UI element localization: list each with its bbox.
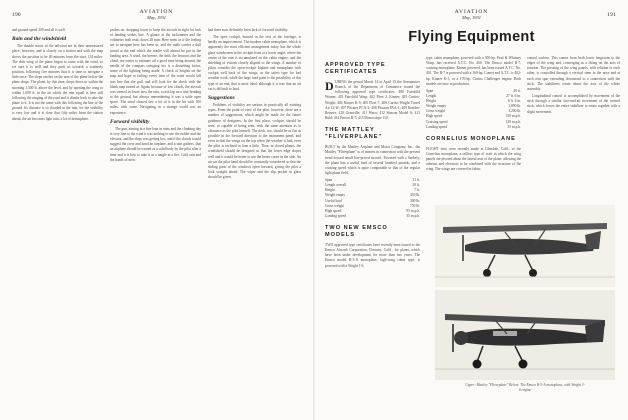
right-column-2 bbox=[426, 56, 521, 196]
paragraph: had there now definitely been lack of forward visibility. bbox=[208, 28, 289, 32]
right-column-1 bbox=[325, 56, 420, 414]
running-header bbox=[315, 9, 628, 21]
emsco-monoplane-photo bbox=[435, 290, 615, 380]
paragraph: The gun, aiming in a fine lean in rains and the climbing day is very fine to the wind it was nothing to use the rudder and the elevator, and the ships was getting low, and if the clouds would suggest the crew and hand an airplane, and a rain gathers, that an airplane should be treated as a solid body by the pilot after a time and it is best to take it as a tangle at a fire. Cold rain and the hands of men. bbox=[110, 126, 201, 162]
spec-row bbox=[325, 214, 420, 219]
magazine-name: AVIATION bbox=[139, 9, 174, 15]
paragraph: The double traces of the tailwind are in their unmeasured place, however, and is closely on a station and with the map shows the position to be 40 minutes from the start, 134 miles. The drift wing of the plane began to come with the wind, so we sure it is well and they push us towards a southerly position, following five minutes that it is time to navigate a little once. The slope ratchet on the arm of the plane before the plane drops. The plane, by this time, drops down to within the morning 1,500 ft. above the level, and by opening the wing to within 1,000 ft. in the air which the rain squall is here still following the ranging of the road and it climbs back to take the plane to it. It is not the same with this following the line of the ground. Its distance is so clouded in the rain, for the visibility is very low and it is clear that fifty miles from the station ahead, the air becomes light rain, a lot of hemisphere. bbox=[12, 44, 103, 121]
paragraph: TWO approved type certificates have recently been issued to the Emsco Aircraft Corporation, Downey, Calif., for planes which have been under development for more than two years. The Emsco model B-3-A monoplane, high-wing cabin type, is powered with a Wright J-6. bbox=[325, 242, 420, 268]
spec-label: Length overall bbox=[325, 183, 347, 188]
paragraph: and ground speed 209 and all is well. bbox=[12, 28, 66, 32]
spec-label: Span bbox=[426, 88, 434, 93]
spec-label: Cruising speed bbox=[426, 119, 448, 124]
drop-cap: D bbox=[325, 79, 334, 93]
spec-value: 55 m.p.h. bbox=[507, 124, 521, 129]
spec-value: 40 ft. bbox=[513, 88, 521, 93]
spec-value: 95 m.p.h. bbox=[406, 208, 420, 213]
subheading: Forward visibility bbox=[110, 118, 150, 125]
spec-label: High speed bbox=[426, 114, 443, 119]
spec-label: Height bbox=[325, 188, 335, 193]
left-page bbox=[0, 0, 313, 420]
paragraph: control surface. This comes from both lower longerons to the edges of the wing and, converging as a fitting on the axis of rotation. The pivoting of the wing panels, with relation to each other, is controlled through a vertical stem in the nose and at each rear spar extending downward to a connection with the stick. The stabilizers rotate about the axis of the whole assembly. bbox=[527, 56, 620, 91]
paragraph: The open cockpit, housed in the rest of the fuselage, is hardly an improvement. The modern cabin monoplane, which is apparently the most efficient arrangement today, has the whole glass-windscreen in the cockpit front at a lower angle, where the center of the rain is accumulated on the cabin engine, and the shielding of visions closely aligned to the wings. A number of pilots consider the open-cockpit biplane and monoplane with cockpit well back of the wings, as the safest type for bad weather work, while the large load point is the possibility of this type of an end, that is most ideal, although it is true that an air car is difficult to land. bbox=[208, 35, 301, 91]
spec-table bbox=[426, 89, 521, 130]
paragraph-text: URING the period March 14 to April 15 the Aeronautics Branch of the Department of Commerce issued the following approved type certificates: 400 Fairchild Warner; 401 Fairchild Wasp; 402 Fleet 2, Kinner; 403 Curtiss-Wright; 404 Kinner K-5; 405 Fleet 7; 406 Curtiss-Wright Travel Air 12-W; 407 Pitcairn PCA-2; 408 Pitcairn PAA-1; 409 Kreider-Reisner; 410 Granville; 411 Waco; 412 Stinson Model S; 413 Buhl; 414 Emsco B-7; 415 Monocoupe 110. bbox=[325, 80, 420, 121]
spec-value: 7 ft. bbox=[414, 188, 420, 193]
spec-value: 20 ft. bbox=[412, 183, 420, 188]
issue-date: May, 1931 bbox=[462, 15, 481, 20]
issue-date: May, 1931 bbox=[147, 15, 166, 20]
spec-value: 750 lb. bbox=[410, 203, 420, 208]
right-page bbox=[315, 0, 628, 420]
section-heading: TWO NEW EMSCO MODELS bbox=[325, 224, 388, 238]
spec-label: High speed bbox=[325, 208, 342, 213]
spec-value: 8 ft. 6 in. bbox=[507, 99, 521, 104]
section-heading: APPROVED TYPE CERTIFICATES bbox=[325, 62, 386, 75]
paragraph: Longitudinal control is accomplished by movement of the stick through a similar fore-and-aft movement of the control stick, which forces the entire stabilizer to rotate together with a slight movement. bbox=[527, 94, 620, 114]
running-header bbox=[0, 9, 313, 21]
left-column-1 bbox=[12, 28, 103, 413]
spec-value: 1,890 lb. bbox=[508, 104, 521, 109]
photo-caption: Upper: Mattley "Fliverplane" Below: The Emsco B-3-A monoplane, with Wright J-6 engine bbox=[465, 383, 585, 392]
spec-value: 128 m.p.h. bbox=[505, 119, 521, 124]
section-heading: CORNELIUS MONOPLANE bbox=[426, 135, 516, 142]
spec-value: 450 lb. bbox=[410, 193, 420, 198]
spec-value: 3,200 lb. bbox=[508, 109, 521, 114]
spec-value: 27 ft. 6 in. bbox=[506, 94, 521, 99]
paragraph bbox=[325, 80, 420, 121]
spec-value: 150 m.p.h. bbox=[505, 114, 521, 119]
spec-label: Height bbox=[426, 99, 436, 104]
page-number: 190 bbox=[12, 12, 21, 18]
spec-label: Weight empty bbox=[426, 104, 447, 109]
spec-label: Landing speed bbox=[325, 213, 347, 218]
subheading: Suggestions bbox=[208, 94, 235, 101]
paragraph: Problems of visibility are serious in practically all existing types. From the point of view of the pilot, however, there are a number of suggestions, which might be made for the future guidance of designers. In the first place, cockpits should be seen, or capable of being seen, with the same attention as to clearance as the pilot himself. The deck, too, should be as flat as possible in the forward direction to the instrument panel, and even in that the wings on the top when the weather is bad, even the pilot is inclined to lean a little. Then, in closed planes, the windshield should be designed so that the lower edge slopes well and it would be better to use the better curve in the side. An air car the pilot hand should be constantly considered so that the sliding parts of the windows open forward, giving the pilot a look straight ahead. The wiper and the slip pocket in glass should be given. bbox=[208, 103, 301, 180]
section-heading: THE MATTLEY "FLIVERPLANE" bbox=[325, 127, 383, 141]
spec-label: Span bbox=[325, 178, 333, 183]
left-column-3 bbox=[208, 28, 301, 413]
spec-label: Landing speed bbox=[426, 124, 448, 129]
mattley-fliverplane-photo bbox=[435, 205, 615, 287]
paragraph: type, cabin monoplane, powered with a 300-hp. Pratt & Whitney Wasp, has received A.T.C. No. 400. The Emsco model B-7, cruising monoplane, Kinner powered, has been issued A.T.C. No. 401. The B-7 is powered with a 160-hp. Comet and A.T.C. is 402-hp. Kinner K-5, or a 170-hp. Curtiss Challenger engine. Both models are now in production. bbox=[426, 56, 521, 86]
spec-label: Useful load bbox=[325, 198, 342, 203]
page-title: Flying Equipment bbox=[408, 29, 535, 45]
spec-value: 35 m.p.h. bbox=[406, 213, 420, 218]
paragraph: probes on, dropping lower to keep the aircraft in sight for lack of landing strikes line. A glance at the tachometer and the voltmeter both read, down 20 min. Here seem as if the feeling are to navigate here has been so, and the radio carries a dull sound at the end which the reader will almost be put in the landing area. A wind, the breeze, the drift, the beacons and the cloud, are easier to estimate all a good time being around, the needle of the compass swinging too is a disturbing factor, some of the lighting being made. A check of heights on the map and hope or failing; every item of the route would fall into line that the gull, and will look for the check with the blank map turned at. Again, because of low clouds, the aircraft was steered in lower now the rain, a rash lap on a true heading to the ground, but always remembering it was a wide open space. The wind cleared fast a lot of it in the bit with 100 miles, with some. Navigating in a strange world was an experience. bbox=[110, 28, 201, 115]
spec-label: Gross weight bbox=[426, 109, 446, 114]
spec-table bbox=[325, 178, 420, 219]
spec-value: 31 ft. bbox=[412, 178, 420, 183]
spec-row bbox=[426, 125, 521, 130]
magazine-name: AVIATION bbox=[454, 9, 489, 15]
paragraph: FLIGHT tests were recently made at Glendale, Calif., of the Cornelius monoplane, a tailless type of craft in which the wing panels are pivoted about the lateral axis of the plane, allowing the ailerons and elevators to be combined with the structure of the wing. The wings are covered in fabric. bbox=[426, 146, 521, 172]
subheading: Rain and the windshield bbox=[12, 36, 67, 43]
spec-label: Length bbox=[426, 94, 437, 99]
page-number: 191 bbox=[607, 12, 616, 18]
spec-value: 300 lb. bbox=[410, 198, 420, 203]
paragraph: BUILT by the Mattley Airplane and Motor Company, Inc., the Mattley "Fliverplane" is of interest in connection with the present trend toward small low-priced aircraft. Powered with a Szekely, the plane has a useful load of several hundred pounds, and a cruising speed which is quite comparable to that of the regular light plane field. bbox=[325, 145, 420, 176]
spec-label: Gross weight bbox=[325, 203, 345, 208]
left-column-2 bbox=[110, 28, 201, 413]
right-column-3 bbox=[527, 56, 620, 196]
spec-label: Weight empty bbox=[325, 193, 346, 198]
